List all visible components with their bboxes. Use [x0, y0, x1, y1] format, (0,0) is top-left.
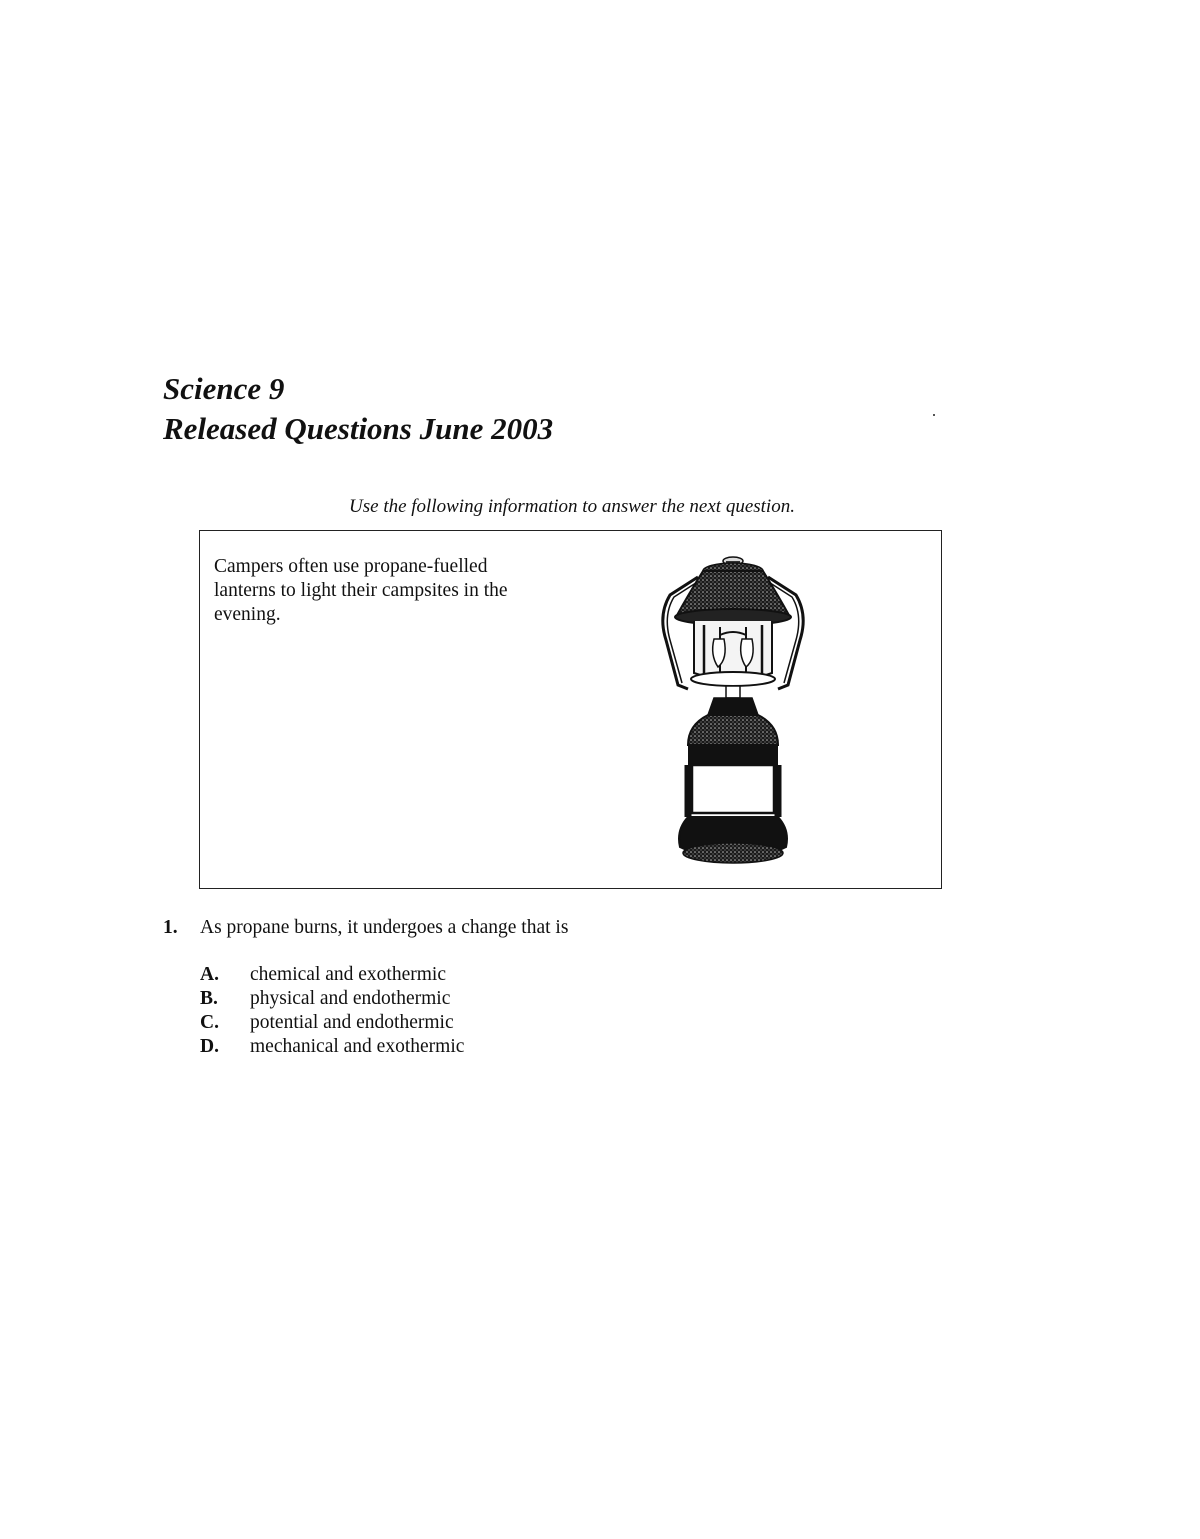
- option-letter: B.: [200, 988, 218, 1009]
- option-text: mechanical and exothermic: [250, 1036, 465, 1057]
- option-b[interactable]: [200, 987, 464, 1011]
- instruction-text: Use the following information to answer the next question.: [349, 496, 795, 517]
- question-stem: As propane burns, it undergoes a change that is: [200, 917, 569, 938]
- question-number: 1.: [163, 917, 178, 938]
- information-box: [199, 530, 942, 889]
- option-text: potential and endothermic: [250, 1012, 454, 1033]
- option-d[interactable]: [200, 1035, 464, 1059]
- option-text: chemical and exothermic: [250, 964, 446, 985]
- question-1: [163, 916, 568, 940]
- scan-speck: [933, 414, 935, 416]
- document-title: Science 9: [163, 371, 285, 406]
- option-a[interactable]: [200, 963, 464, 987]
- document-subtitle: Released Questions June 2003: [163, 411, 554, 446]
- option-letter: D.: [200, 1036, 219, 1057]
- option-text: physical and endothermic: [250, 988, 451, 1009]
- propane-lantern-icon: [658, 555, 808, 869]
- information-text: Campers often use propane-fuelled lanterns to light their campsites in the evening.: [214, 556, 508, 625]
- option-letter: A.: [200, 964, 219, 985]
- answer-options: [200, 963, 464, 1059]
- option-letter: C.: [200, 1012, 219, 1033]
- option-c[interactable]: [200, 1011, 464, 1035]
